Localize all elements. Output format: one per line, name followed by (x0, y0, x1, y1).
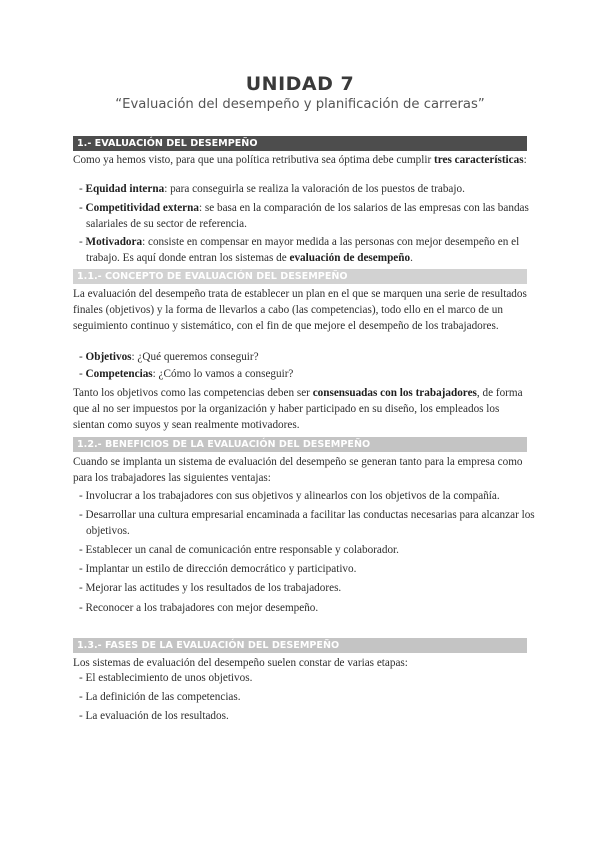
list-item: - Competencias: ¿Cómo lo vamos a conseguir? (79, 368, 294, 380)
section-1-2-heading: 1.2.- BENEFICIOS DE LA EVALUACIÓN DEL DESEMPEÑO (73, 437, 527, 452)
section-1-1-paragraph: La evaluación del desempeño trata de establecer un plan en el que se marquen una serie de resultados finales (objetivos) y la forma de llevarlos a cabo (las competencias), todo ello en el marco de un seguimiento continuo y sistemático, con el fin de que mejore el desempeño de los trabajadores. (73, 288, 527, 332)
section-1-3-heading: 1.3.- FASES DE LA EVALUACIÓN DEL DESEMPEÑO (73, 638, 527, 653)
list-item: - Competitividad externa: se basa en la comparación de los salarios de las empresas con las bandas salariales de su sector de referencia. (79, 202, 529, 230)
list-item: - Establecer un canal de comunicación entre responsable y colaborador. (79, 544, 399, 556)
section-1-3-paragraph: Los sistemas de evaluación del desempeño suelen constar de varias etapas: (73, 657, 408, 669)
section-1-heading: 1.- EVALUACIÓN DEL DESEMPEÑO (73, 136, 527, 151)
unit-title: UNIDAD 7 (245, 73, 355, 95)
section-1-1-paragraph-2: Tanto los objetivos como las competencias deben ser consensuadas con los trabajadores, de forma que al no ser impuestos por la organización y haber participado en su diseño, los empleados los sientan como suyos y sean realmente motivadores. (73, 387, 523, 431)
list-item: - Reconocer a los trabajadores con mejor desempeño. (79, 602, 319, 614)
list-item: - La definición de las competencias. (79, 691, 241, 703)
list-item: - Desarrollar una cultura empresarial encaminada a facilitar las conductas necesarias para alcanzar los objetivos. (79, 509, 535, 537)
list-item: - Involucrar a los trabajadores con sus objetivos y alinearlos con los objetivos de la compañía. (79, 490, 500, 502)
section-1-1-heading: 1.1.- CONCEPTO DE EVALUACIÓN DEL DESEMPEÑO (73, 269, 527, 284)
list-item: - La evaluación de los resultados. (79, 710, 229, 722)
section-1-intro: Como ya hemos visto, para que una política retributiva sea óptima debe cumplir tres características: (73, 154, 527, 166)
list-item: - Implantar un estilo de dirección democrático y participativo. (79, 563, 357, 575)
unit-subtitle: “Evaluación del desempeño y planificación de carreras” (115, 97, 485, 112)
section-1-2-paragraph: Cuando se implanta un sistema de evaluación del desempeño se generan tanto para la empresa como para los trabajadores las siguientes ventajas: (73, 456, 523, 484)
list-item: - Equidad interna: para conseguirla se realiza la valoración de los puestos de trabajo. (79, 183, 465, 195)
list-item: - El establecimiento de unos objetivos. (79, 672, 253, 684)
list-item: - Motivadora: consiste en compensar en mayor medida a las personas con mejor desempeño en el trabajo. Es aquí donde entran los sistemas de evaluación de desempeño. (79, 236, 520, 264)
list-item: - Mejorar las actitudes y los resultados de los trabajadores. (79, 582, 342, 594)
list-item: - Objetivos: ¿Qué queremos conseguir? (79, 351, 259, 363)
